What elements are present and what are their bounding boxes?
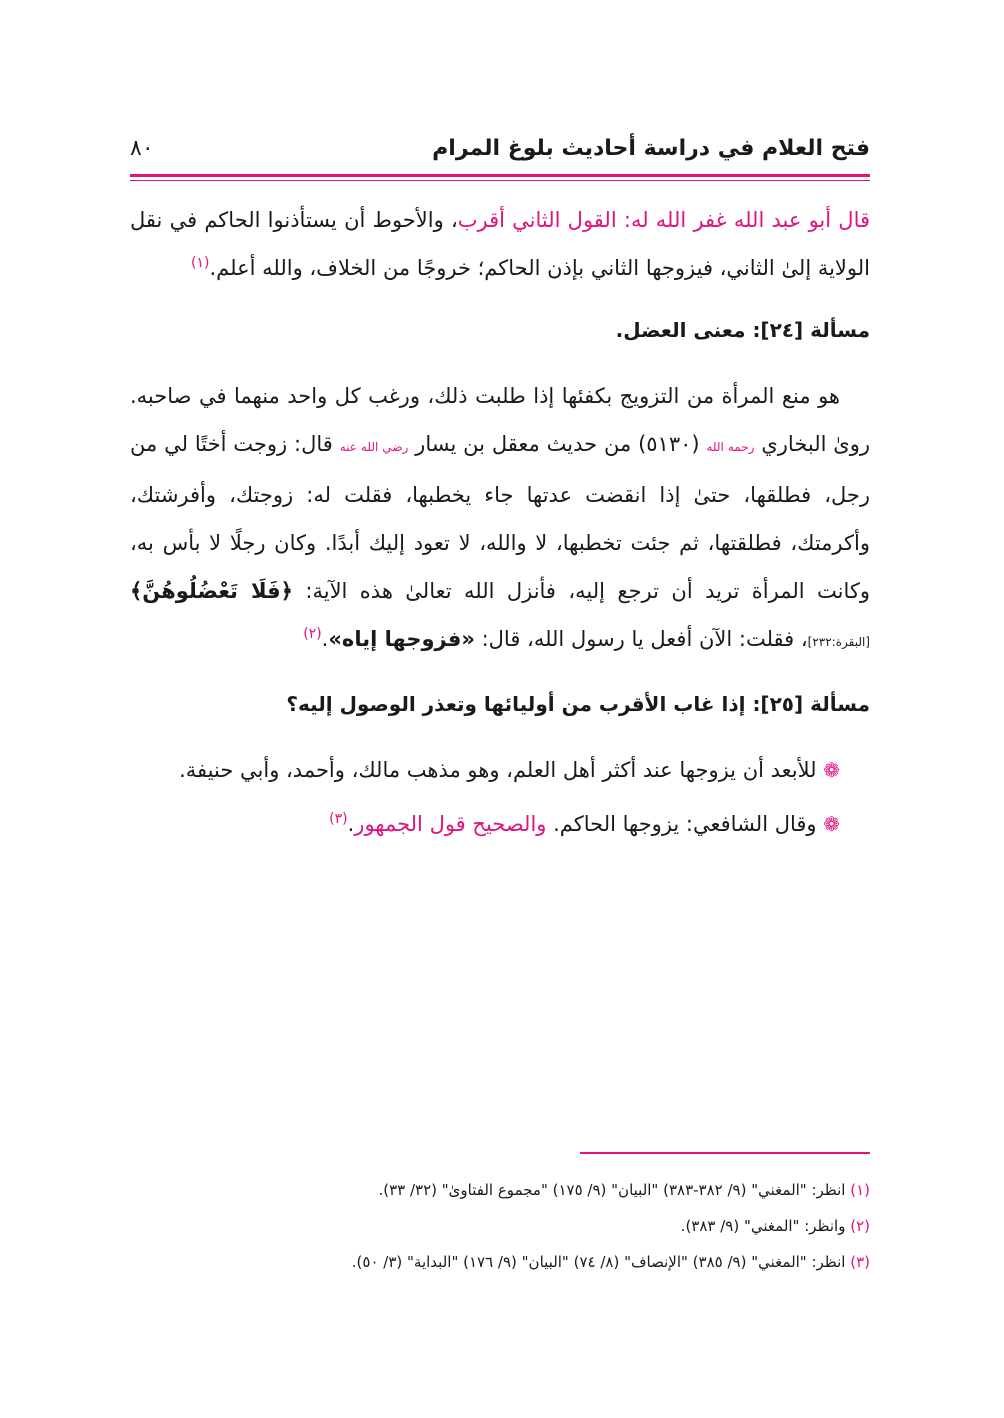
footnote-2 — [130, 1208, 870, 1244]
footnote-ref-2[interactable]: (٢) — [303, 626, 322, 642]
footnote-number: (٢) — [850, 1217, 870, 1235]
preferred-opinion: القول الثاني أقرب — [457, 208, 617, 232]
quran-verse: ﴿فَلَا تَعْضُلُوهُنَّ﴾ — [130, 579, 293, 603]
page-number: ٨٠ — [130, 135, 154, 161]
footnote-ref-3[interactable]: (٣) — [329, 811, 348, 827]
header-rule-thick — [130, 174, 870, 177]
header-rule-thin — [130, 180, 870, 181]
paragraph-hadith — [130, 372, 870, 666]
footnote-text: وانظر: "المغني" (٩/ ٣٨٣). — [680, 1217, 851, 1235]
paragraph-text: هو منع المرأة من التزويج بكفئها إذا طلبت ذلك، ورغب كل واحد منهما في صاحبه. روىٰ البخاري — [130, 384, 871, 456]
footnote-text: انظر: "المغني" (٩/ ٣٨٢-٣٨٣) "البيان" (٩/ ١٧٥) "مجموع الفتاوىٰ" (٣٢/ ٣٣). — [378, 1181, 851, 1199]
honorific-rahimahullah: رحمه الله — [706, 440, 755, 454]
hadith-quote: «فزوجها إياه» — [328, 627, 475, 651]
footnote-3 — [130, 1244, 870, 1280]
issue-label: مسألة [٢٥]: — [752, 692, 870, 716]
verse-reference: [البقرة:٢٣٢] — [807, 635, 870, 649]
issue-25-heading — [130, 680, 870, 728]
issue-title: معنى العضل. — [615, 318, 753, 342]
bullet-text: . — [347, 812, 355, 836]
running-header — [130, 128, 870, 168]
bullet-majority-view — [130, 746, 870, 794]
issue-title: إذا غاب الأقرب من أوليائها وتعذر الوصول إليه؟ — [286, 692, 753, 716]
bullet-text: للأبعد أن يزوجها عند أكثر أهل العلم، وهو مذهب مالك، وأحمد، وأبي حنيفة. — [179, 758, 824, 782]
author-comment: قال أبو عبد الله غفر الله له — [630, 208, 871, 232]
paragraph-author-opinion — [130, 196, 870, 292]
footnote-number: (٣) — [850, 1253, 870, 1271]
flower-bullet-icon: ❁ — [823, 812, 840, 836]
footnotes — [130, 1172, 870, 1280]
paragraph-text: ، فقلت: الآن أفعل يا رسول الله، قال: — [474, 627, 808, 651]
preferred-opinion: والصحيح قول الجمهور — [354, 812, 547, 836]
footnote-text: انظر: "المغني" (٩/ ٣٨٥) "الإنصاف" (٨/ ٧٤) "البيان" (٩/ ١٧٦) "البداية" (٣/ ٥٠). — [351, 1253, 851, 1271]
issue-label: مسألة [٢٤]: — [752, 318, 870, 342]
paragraph-text: ، والأحوط أن يستأذنوا الحاكم في نقل الولاية إلىٰ الثاني، فيزوجها الثاني بإذن الحاكم؛ خروجًا من الخلاف، والله أعلم. — [130, 208, 870, 280]
paragraph-text: . — [321, 627, 329, 651]
footnote-ref-1[interactable]: (١) — [191, 255, 210, 271]
running-title: فتح العلام في دراسة أحاديث بلوغ المرام — [432, 135, 870, 161]
main-text — [130, 196, 870, 854]
author-colon: : — [616, 208, 631, 232]
bullet-text: وقال الشافعي: يزوجها الحاكم. — [546, 812, 824, 836]
footnote-separator — [580, 1152, 870, 1154]
paragraph-text: قال: زوجت أختًا لي من رجل، فطلقها، حتىٰ إذا انقضت عدتها جاء يخطبها، فقلت له: زوجتك، وأفرشتك، وأكرمتك، فطلقتها، ثم جئت تخطبها، لا والله، لا تعود إليك أبدًا. وكان رجلًا لا بأس به، وكانت المرأة تريد أن ترجع إليه، فأنزل الله تعالىٰ هذه الآية: — [130, 432, 870, 603]
footnote-1 — [130, 1172, 870, 1208]
flower-bullet-icon: ❁ — [823, 758, 840, 782]
paragraph-text: (٥١٣٠) من حديث معقل بن يسار — [408, 432, 707, 456]
issue-24-heading — [130, 306, 870, 354]
footnote-number: (١) — [850, 1181, 870, 1199]
bullet-shafii-view — [130, 800, 870, 848]
honorific-radiallahu: رضي الله عنه — [339, 440, 409, 454]
